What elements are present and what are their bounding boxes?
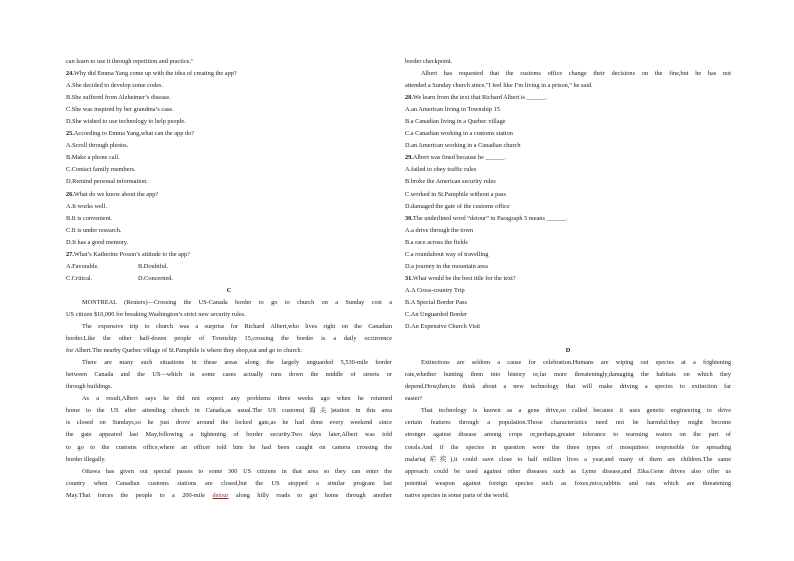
paragraph-line: That technology is known as a gene drive,so called because it uses genetic engineering to drive [421,407,731,415]
question-30 [405,213,731,273]
option-a: A.Scroll through photos. [66,142,129,150]
option-d: D.Remind personal information. [66,178,148,186]
question-stem: The underlined word “detour” in Paragraph 5 means ______. [412,214,567,222]
paragraph-line: malaria(疟疾),it could save close to half million lives a year,and many of them are children.The same [405,455,731,463]
option-b: B.a Canadian living in a Quebec village [405,118,506,126]
paragraph [405,405,731,501]
option-c: C.a Canadian working in a customs station [405,130,513,138]
intro-line: can learn to use it through repetition and practice." [66,58,194,65]
paragraph-line [66,490,392,502]
paragraph-line: Albert has requested that the customs office change their decisions on the fine,but he has not [421,70,731,78]
underlined-word-detour: detour [212,491,229,499]
paragraph-line: through buildings. [66,383,113,391]
option-a: A.It works well. [66,202,107,210]
option-a: A.failed to obey traffic rules [405,166,477,174]
option-c: C.She was inspired by her grandma’s case. [66,106,174,114]
paragraph-line: As a result,Albert says he did not expect any problems three weeks ago when he returned [82,395,392,403]
paragraph [405,357,731,405]
text-fragment: May.That forces the people to a 200-mile [66,491,213,499]
question-24 [66,68,392,128]
option-a: A.Favorable. [66,262,99,270]
passage-d [405,357,731,502]
question-stem: What do we know about the app? [73,190,159,198]
right-column [405,56,731,502]
paragraph-line: US citizen $10,000 for breaking Washington’s strict new security rules. [66,310,246,318]
option-d: D.She wished to use technology to help people. [66,118,186,126]
paragraph-line: corals.And if the species in question were the three types of mosquitoes responsible for spreading [405,443,731,451]
question-stem: What would be the best title for the text? [412,274,516,282]
paragraph-line: The expensive trip to church was a surprise for Richard Albert,who lives right on the Canadian [82,323,392,331]
paragraph-line: certain features through a population.Those characteristics need not be harmful:they might become [405,419,731,427]
option-b: B.Doubtful. [138,262,169,270]
question-stem: What’s Katherine Possin’s attitude to the app? [73,250,190,258]
paragraph-line: Extinctions are seldom a cause for celebration.Humans are wiping out species at a frightening [421,359,731,367]
option-c: C.It is under research. [66,226,122,234]
paragraph-line: MONTREAL (Reuters)—Crossing the US-Canada border to go to church on a Sunday cost a [82,298,392,306]
option-c: C.Contact family members. [66,166,136,174]
paragraph-line: country when Canadian customs stations are closed,but the US stopped a similar program last [66,479,392,487]
option-d: D.an American working in a Canadian church [405,142,521,150]
paragraph-line: attended a Sunday church since."I feel like I’m living in a prison," he said. [405,82,593,90]
paragraph-line: native species in some parts of the world. [405,491,510,499]
option-b: B.It is convenient. [66,214,113,222]
option-c: C.a roundabout way of travelling [405,250,489,258]
paragraph-line: depend.How,then,to think about a new technology that will make driving a species to extinction far [405,383,731,391]
paragraph-line: for Albert.The nearby Quebec village of St.Pamphile is where they shop,eat and go to church. [66,347,303,355]
paragraph-line: to go to the customs office,where an officer told him he had been caught on camera crossing the [66,443,392,451]
paragraph-line: Ottawa has given out special passes to some 300 US citizens in that area so they can enter the [82,467,392,475]
option-a: A.She decided to develop some codes. [66,82,164,90]
paragraph-line: border illegally. [66,455,106,463]
paragraph-line: border.Like the other half-dozen people of Township 15,crossing the border is a daily occurrence [66,335,392,343]
option-c: C.worked in St.Pamphile without a pass [405,190,506,198]
paragraph-line: the gate appeared last May,following a tightening of border security.Two days later,Albert was told [66,431,392,439]
paragraph-line: home to the US after attending church in Canada,as usual.The US customs(海关)station in this area [66,407,392,415]
option-b: B.Make a phone call. [66,154,120,162]
continued-line: border checkpoint. [405,58,453,65]
question-number: 27. [66,250,74,258]
question-number: 25. [66,130,74,138]
paragraph-line: stronger against disease among crops or,perhaps,greater tolerance to warming waters on the part of [405,431,731,439]
paragraph [66,321,392,357]
option-d: D.Concerned. [138,274,173,282]
option-b: B.She suffered from Alzheimer’s disease. [66,94,171,102]
option-a: A.an American living in Township 15 [405,106,500,114]
question-stem: Why did Emma Yang come up with the idea of creating the app? [73,70,237,78]
option-b: B.A Special Border Pass [405,298,467,306]
question-28 [405,92,731,152]
question-number: 29. [405,154,413,162]
question-stem: We learn from the text that Richard Albert is ______. [412,94,548,102]
question-number: 24. [66,70,74,78]
question-26 [66,189,392,249]
section-heading-c: C [226,286,232,294]
passage-c [66,297,392,502]
option-d: D.damaged the gate of the customs office [405,202,510,210]
option-b: B.a race across the fields [405,238,468,246]
paragraph-line: potential weapon against foreign species such as foxes,mice,rabbits and rats which are threatening [405,479,731,487]
paragraph [66,393,392,465]
question-stem: Albert was fined because he ______. [412,154,506,162]
option-c: C.An Unguarded Border [405,310,468,318]
option-a: A.A Cross-country Trip [405,286,465,294]
option-d: D.An Expensive Church Visit [405,323,481,331]
option-d: D.a journey in the mountain area [405,262,488,270]
question-number: 28. [405,94,413,102]
question-number: 30. [405,214,413,222]
paragraph-line: approach could be used against other diseases such as Lyme disease,and Zika.Gene drives also offer us [405,467,731,475]
paragraph-line: rate,whether hunting them into history or,far more threateningly,damaging the habitats on which they [405,371,731,379]
paragraph-line: There are many such situations in these areas along the largely unguarded 5,530-mile border [82,359,392,367]
paragraph [405,68,731,92]
option-c: C.Critical. [66,274,93,282]
question-number: 26. [66,190,74,198]
paragraph [66,357,392,393]
paragraph-line: between Canada and the US—which in some cases actually runs down the middle of streets or [66,371,392,379]
paragraph-line: easier? [405,395,423,403]
option-b: B.broke the American security rules [405,178,496,186]
question-27 [66,249,392,285]
question-31 [405,273,731,333]
option-d: D.It has a good memory. [66,238,129,246]
question-25 [66,128,392,188]
question-stem: According to Emma Yang,what can the app do? [73,130,195,138]
section-heading-d: D [565,347,571,355]
text-fragment: along hilly roads to get home through another [228,491,392,499]
question-29 [405,152,731,212]
paragraph [66,466,392,502]
question-number: 31. [405,274,413,282]
paragraph [66,297,392,321]
paragraph-line: is closed on Sundays,so he just drove around the locked gate,as he had done every weekend since [66,419,392,427]
left-column [66,56,392,502]
option-a: A.a drive through the town [405,226,474,234]
spacer [405,333,731,345]
